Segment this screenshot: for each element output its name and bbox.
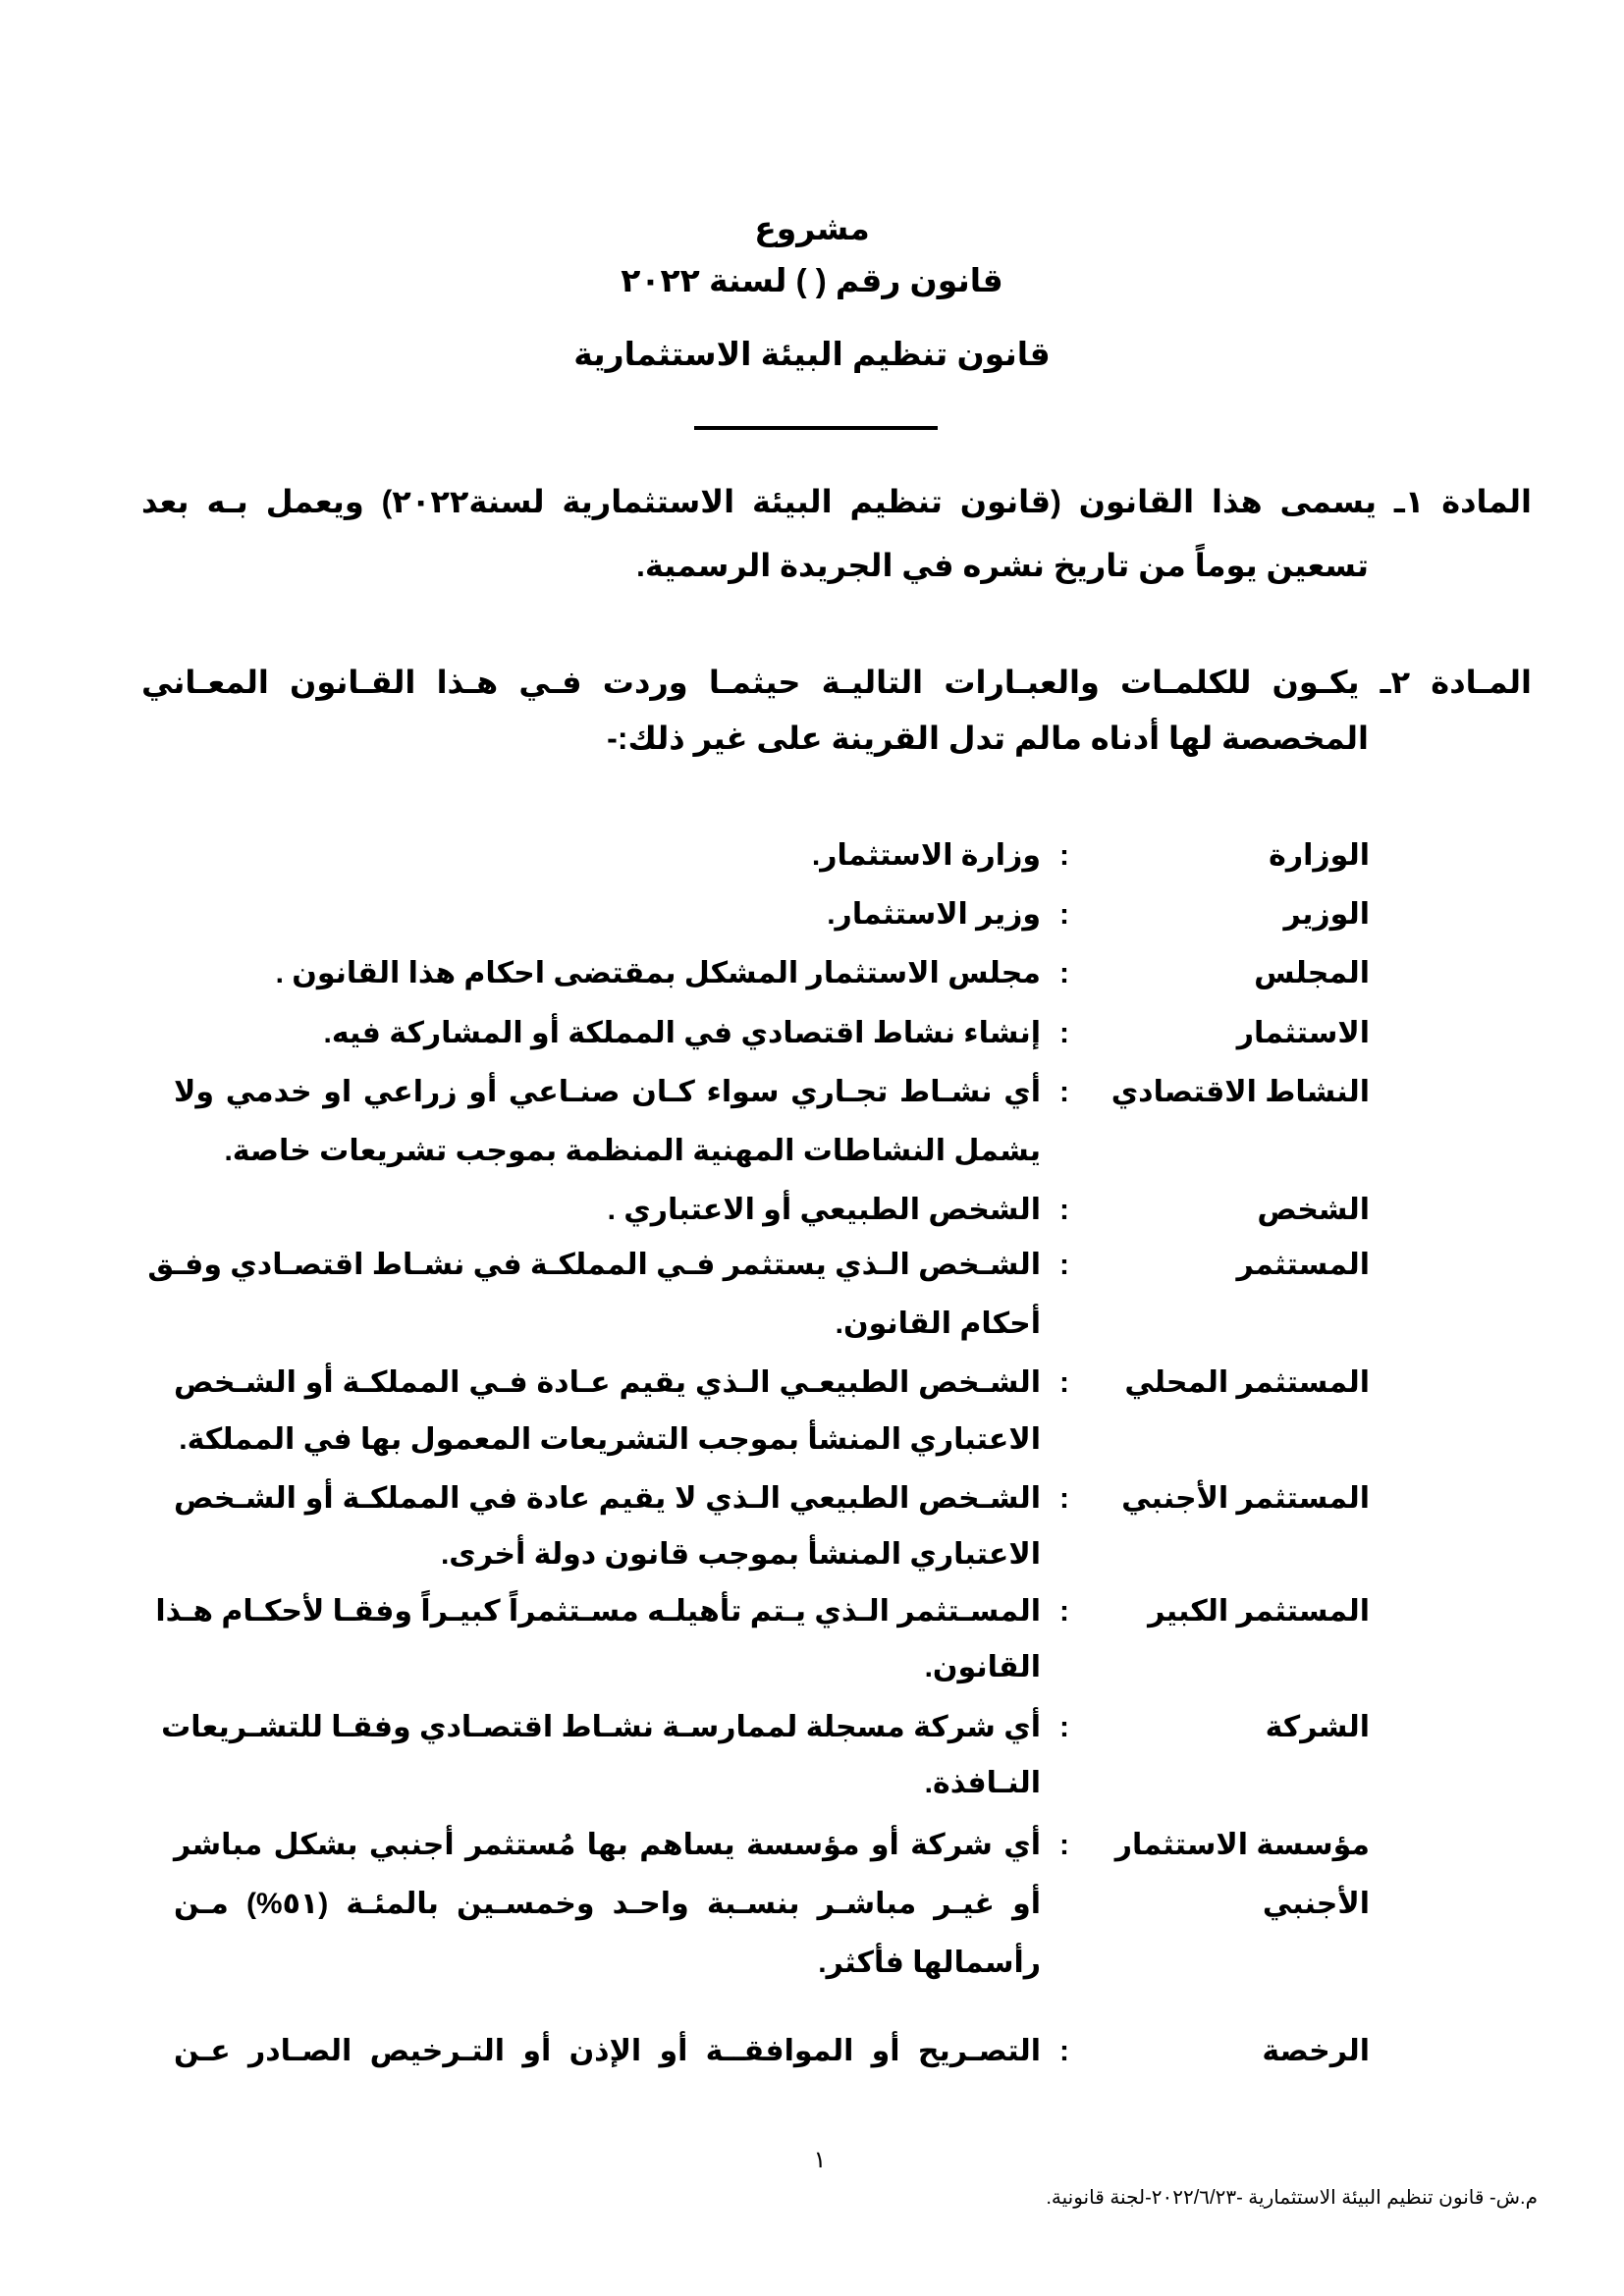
definition-term: الرخصة [1262, 2035, 1370, 2067]
article-1-line-2: تسعين يوماً من تاريخ نشره في الجريدة الرسمية. [636, 548, 1369, 583]
definition-colon: : [1059, 1366, 1069, 1399]
definition-text-line: أو غيـر مباشـر بنسـبة واحـد وخمسـين بالمئـة (٥١%) مـن [174, 1888, 1041, 1920]
article-2-line-2: المخصصة لها أدناه مالم تدل القرينة على غير ذلك:- [607, 721, 1369, 756]
definition-colon: : [1059, 957, 1069, 989]
definition-text-line: الشـخص الـذي يستثمر فـي المملكـة في نشـاط اقتصـادي وفـق [147, 1249, 1041, 1281]
definition-text-line: أحكام القانون. [835, 1308, 1041, 1340]
definition-term: الوزارة [1269, 839, 1370, 872]
definition-term: النشاط الاقتصادي [1110, 1076, 1370, 1108]
definition-term: المجلس [1254, 957, 1370, 989]
definition-term: الوزير [1283, 898, 1370, 931]
definition-colon: : [1059, 1076, 1069, 1108]
definition-colon: : [1059, 1249, 1069, 1281]
definition-colon: : [1059, 1482, 1069, 1515]
definition-text-line: الاعتباري المنشأ بموجب التشريعات المعمول بها في المملكة. [179, 1423, 1041, 1456]
definition-text-line: الشـخص الطبيعي الـذي لا يقيم عادة في المملكـة أو الشـخص [174, 1482, 1041, 1515]
page-footer: م.ش- قانون تنظيم البيئة الاستثمارية -٢٠٢٢/٦/٢٣-لجنة قانونية. [1046, 2187, 1538, 2209]
definition-term: المستثمر [1236, 1249, 1370, 1281]
heading-divider [694, 426, 938, 430]
definition-colon: : [1059, 1829, 1069, 1861]
definition-text-line: أي شركة أو مؤسسة يساهم بها مُستثمر أجنبي بشكل مباشر [174, 1829, 1041, 1861]
definition-text-line: أي شركة مسجلة لممارسـة نشـاط اقتصـادي وفقـا للتشـريعات [161, 1711, 1041, 1743]
definition-text-line: الاعتباري المنشأ بموجب قانون دولة أخرى. [440, 1538, 1041, 1571]
definition-text-line: مجلس الاستثمار المشكل بمقتضى احكام هذا القانون . [275, 957, 1041, 989]
definition-term: مؤسسة الاستثمار [1114, 1829, 1370, 1861]
definition-term: المستثمر الأجنبي [1121, 1482, 1370, 1515]
definition-term: الشخص [1257, 1194, 1370, 1226]
definition-colon: : [1059, 898, 1069, 931]
definition-colon: : [1059, 1017, 1069, 1049]
definition-text-line: المسـتثمر الـذي يـتم تأهيلـه مسـتثمراً كبيـراً وفقـا لأحكـام هـذا [155, 1595, 1041, 1628]
definition-term: المستثمر المحلي [1124, 1366, 1370, 1399]
definition-colon: : [1059, 839, 1069, 872]
doc-heading-law-number: قانون رقم ( ) لسنة ٢٠٢٢ [621, 262, 1003, 298]
definition-colon: : [1059, 2035, 1069, 2067]
definition-text-line: وزير الاستثمار. [827, 898, 1041, 931]
doc-heading-law-title: قانون تنظيم البيئة الاستثمارية [573, 336, 1051, 372]
definition-text-line: النـافذة. [924, 1767, 1041, 1799]
definition-colon: : [1059, 1194, 1069, 1226]
definition-text-line: الشخص الطبيعي أو الاعتباري . [607, 1194, 1041, 1226]
definition-text-line: القانون. [924, 1651, 1041, 1683]
definition-text-line: يشمل النشاطات المهنية المنظمة بموجب تشريعات خاصة. [224, 1135, 1041, 1167]
article-2-line-1: المـادة ٢ـ يكـون للكلمـات والعبـارات التاليـة حيثمـا وردت فـي هـذا القـانون المعـاني [141, 665, 1532, 700]
definition-colon: : [1059, 1595, 1069, 1628]
definition-term: المستثمر الكبير [1148, 1595, 1370, 1628]
definition-term: الأجنبي [1262, 1888, 1370, 1920]
definition-colon: : [1059, 1711, 1069, 1743]
definition-text-line: إنشاء نشاط اقتصادي في المملكة أو المشاركة فيه. [323, 1017, 1041, 1049]
definition-text-line: وزارة الاستثمار. [811, 839, 1041, 872]
doc-heading-draft: مشروع [754, 210, 870, 246]
definition-text-line: أي نشـاط تجـاري سواء كـان صنـاعي أو زراعي او خدمي ولا [174, 1076, 1041, 1108]
definition-term: الاستثمار [1236, 1017, 1370, 1049]
article-1-line-1: المادة ١ـ يسمى هذا القانون (قانون تنظيم البيئة الاستثمارية لسنة٢٠٢٢) ويعمل بـه بعد [141, 484, 1533, 519]
page-number: ١ [813, 2147, 827, 2173]
definition-term: الشركة [1265, 1711, 1370, 1743]
definition-text-line: التصـريح أو الموافقــة أو الإذن أو التـرخيص الصـادر عـن [174, 2035, 1041, 2067]
definition-text-line: رأسمالها فأكثر. [818, 1947, 1041, 1979]
definition-text-line: الشـخص الطبيعـي الـذي يقيم عـادة فـي المملكـة أو الشـخص [174, 1366, 1041, 1399]
